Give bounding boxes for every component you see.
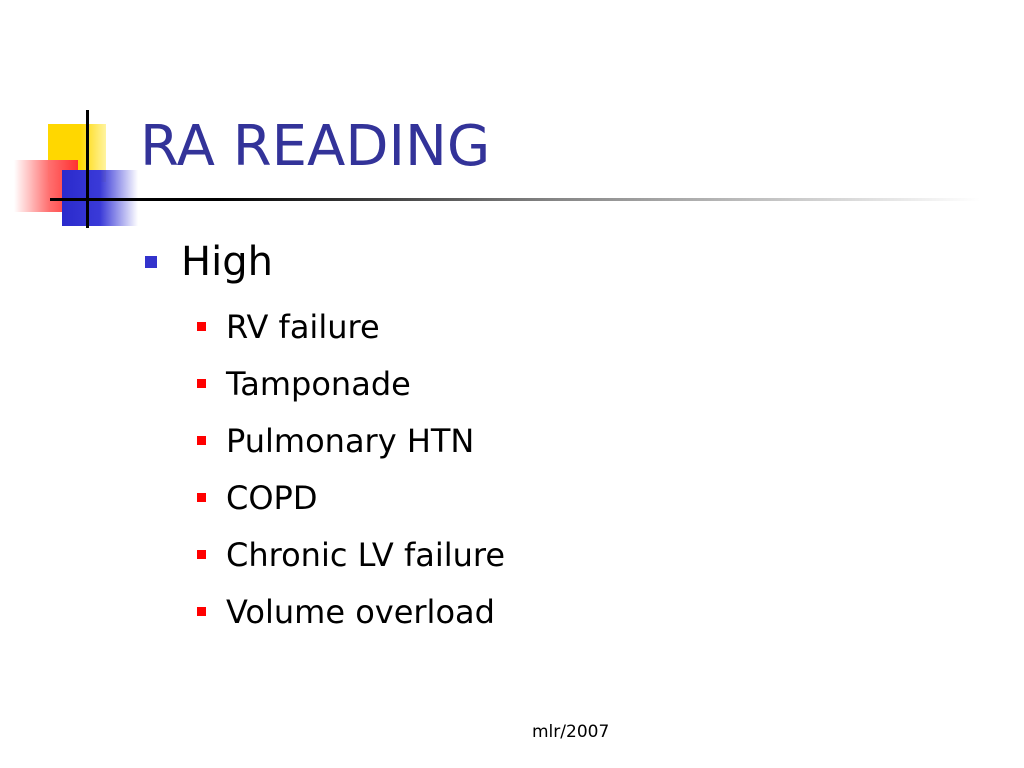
square-bullet-icon [197,436,206,445]
square-bullet-icon [145,256,157,268]
square-bullet-icon [197,322,206,331]
square-bullet-icon [197,493,206,502]
title-underline [50,198,980,201]
sub-list-item-label: Tamponade [226,364,411,403]
logo-vertical-line [86,110,89,228]
sub-list-item-label: RV failure [226,307,380,346]
sub-list-item-label: COPD [226,478,318,517]
sub-list-item-label: Chronic LV failure [226,535,506,574]
list-item-high [145,236,965,288]
sub-list-item [197,583,965,640]
sub-list-item [197,469,965,526]
sub-bullet-list [197,298,965,640]
sub-list-item [197,412,965,469]
sub-list-item-label: Volume overload [226,592,495,631]
list-item-label: High [181,239,273,285]
bullet-list [145,236,965,640]
footer-text: mlr/2007 [532,722,610,742]
square-bullet-icon [197,607,206,616]
sub-list-item [197,526,965,583]
sub-list-item [197,355,965,412]
sub-list-item [197,298,965,355]
square-bullet-icon [197,379,206,388]
square-bullet-icon [197,550,206,559]
sub-list-item-label: Pulmonary HTN [226,421,475,460]
slide-title: RA READING [140,114,491,179]
